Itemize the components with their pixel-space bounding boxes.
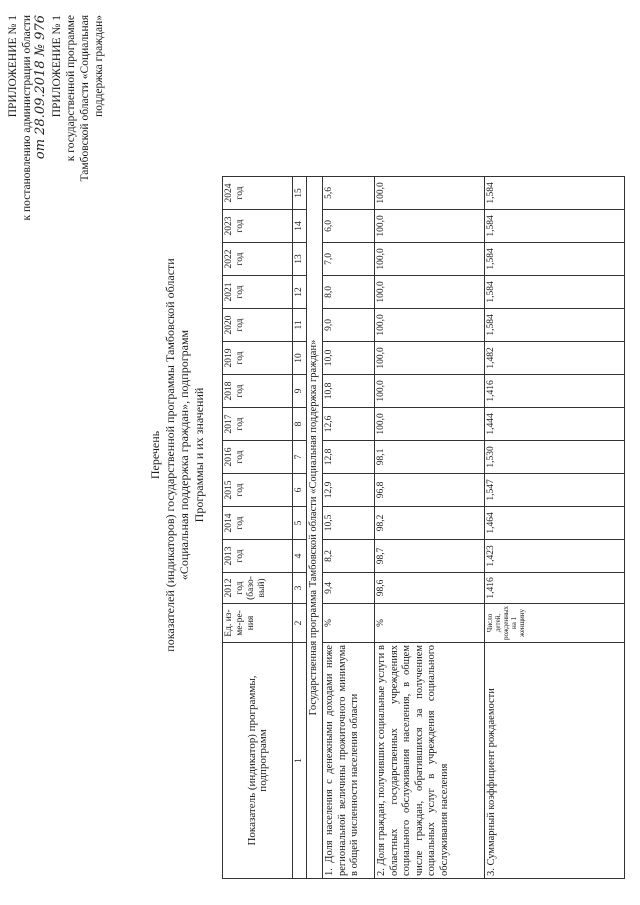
value-cell: 12,9 [323, 473, 375, 506]
column-number: 13 [293, 242, 307, 275]
program-row [307, 176, 323, 878]
title-line-1: Перечень [148, 430, 162, 480]
header-year: 2013 год [223, 539, 293, 572]
header-year-2012: 2012 год (базо-вый) [223, 572, 293, 603]
column-number: 7 [293, 440, 307, 473]
title-line-2: показателей (индикаторов) государственной программы Тамбовской области «Социальная поддержка граждан», подпрограмм [162, 258, 191, 652]
handwritten-date-number: от 28.09.2018 № 976 [33, 15, 48, 160]
column-number: 10 [293, 341, 307, 374]
value-cell: 100,0 [375, 308, 485, 341]
value-cell: 8,2 [323, 539, 375, 572]
table-header-row [223, 176, 293, 878]
column-number: 2 [293, 603, 307, 642]
indicator-name: 3. Суммарный коэффициент рождаемости [485, 643, 625, 879]
appendix-program-line-1: к государственной программе [65, 15, 77, 162]
value-cell: 100,0 [375, 176, 485, 209]
appendix-header-current [6, 15, 48, 345]
column-number: 1 [293, 643, 307, 879]
header-unit: Ед. из-ме-ре-ния [223, 603, 293, 642]
indicators-table [222, 176, 625, 879]
value-cell: 7,0 [323, 242, 375, 275]
document-title [148, 245, 206, 665]
table-row [485, 176, 625, 878]
title-line-3: Программы и их значений [191, 387, 206, 523]
value-cell: 1,482 [485, 341, 625, 374]
header-year: 2014 год [223, 506, 293, 539]
value-cell: 1,423 [485, 539, 625, 572]
value-cell: 1,584 [485, 308, 625, 341]
value-cell: 1,584 [485, 176, 625, 209]
value-cell: 100,0 [375, 275, 485, 308]
value-cell: 12,8 [323, 440, 375, 473]
header-year: 2024 год [223, 176, 293, 209]
value-cell: 10,8 [323, 374, 375, 407]
value-cell: 1,464 [485, 506, 625, 539]
value-cell: 9,4 [323, 572, 375, 603]
value-cell: 1,584 [485, 275, 625, 308]
value-cell: 10,0 [323, 341, 375, 374]
value-cell: 100,0 [375, 209, 485, 242]
appendix-decree-line: к постановлению администрации области [21, 15, 33, 221]
appendix-program-line-3: поддержка граждан» [93, 15, 105, 117]
header-year: 2016 год [223, 440, 293, 473]
header-year: 2015 год [223, 473, 293, 506]
value-cell: 1,530 [485, 440, 625, 473]
indicator-unit: % [323, 603, 375, 642]
indicator-name: 2. Доля граждан, получивших социальные услуги в областных государственных учреждениях социального обслуживания населения, в общем числе граждан, обратившихся за получением социальных услуг в учреждения социального обслуживания населения [375, 643, 485, 879]
appendix-header-program [50, 15, 106, 345]
column-number: 5 [293, 506, 307, 539]
column-number: 11 [293, 308, 307, 341]
value-cell: 98,2 [375, 506, 485, 539]
value-cell: 8,0 [323, 275, 375, 308]
value-cell: 98,7 [375, 539, 485, 572]
value-cell: 100,0 [375, 407, 485, 440]
value-cell: 98,1 [375, 440, 485, 473]
column-number: 12 [293, 275, 307, 308]
header-year: 2023 год [223, 209, 293, 242]
indicator-unit: Число детей, рожденных на 1 женщину [485, 603, 625, 642]
column-number-row [293, 176, 307, 878]
column-number: 14 [293, 209, 307, 242]
column-number: 3 [293, 572, 307, 603]
value-cell: 12,6 [323, 407, 375, 440]
column-number: 8 [293, 407, 307, 440]
header-year: 2022 год [223, 242, 293, 275]
value-cell: 100,0 [375, 374, 485, 407]
column-number: 9 [293, 374, 307, 407]
value-cell: 9,0 [323, 308, 375, 341]
indicator-name: 1. Доля населения с денежными доходами ниже региональной величины прожиточного минимума в общей численности населения области [323, 643, 375, 879]
value-cell: 1,444 [485, 407, 625, 440]
value-cell: 1,416 [485, 572, 625, 603]
value-cell: 1,416 [485, 374, 625, 407]
value-cell: 6,0 [323, 209, 375, 242]
appendix-title: ПРИЛОЖЕНИЕ № 1 [51, 15, 63, 118]
column-number: 15 [293, 176, 307, 209]
column-number: 4 [293, 539, 307, 572]
value-cell: 98,6 [375, 572, 485, 603]
header-year: 2017 год [223, 407, 293, 440]
value-cell: 100,0 [375, 341, 485, 374]
value-cell: 1,547 [485, 473, 625, 506]
header-year: 2018 год [223, 374, 293, 407]
value-cell: 100,0 [375, 242, 485, 275]
value-cell: 1,584 [485, 242, 625, 275]
table-row [375, 176, 485, 878]
header-year: 2021 год [223, 275, 293, 308]
appendix-title: ПРИЛОЖЕНИЕ № 1 [7, 15, 19, 118]
header-indicator: Показатель (индикатор) программы, подпрограмм [223, 643, 293, 879]
table-row [323, 176, 375, 878]
indicator-unit: % [375, 603, 485, 642]
value-cell: 96,8 [375, 473, 485, 506]
header-year: 2020 год [223, 308, 293, 341]
value-cell: 5,6 [323, 176, 375, 209]
column-number: 6 [293, 473, 307, 506]
value-cell: 1,584 [485, 209, 625, 242]
program-title: Государственная программа Тамбовской области «Социальная поддержка граждан» [307, 176, 323, 878]
header-year: 2019 год [223, 341, 293, 374]
value-cell: 10,5 [323, 506, 375, 539]
appendix-program-line-2: Тамбовской области «Социальная [79, 15, 91, 182]
